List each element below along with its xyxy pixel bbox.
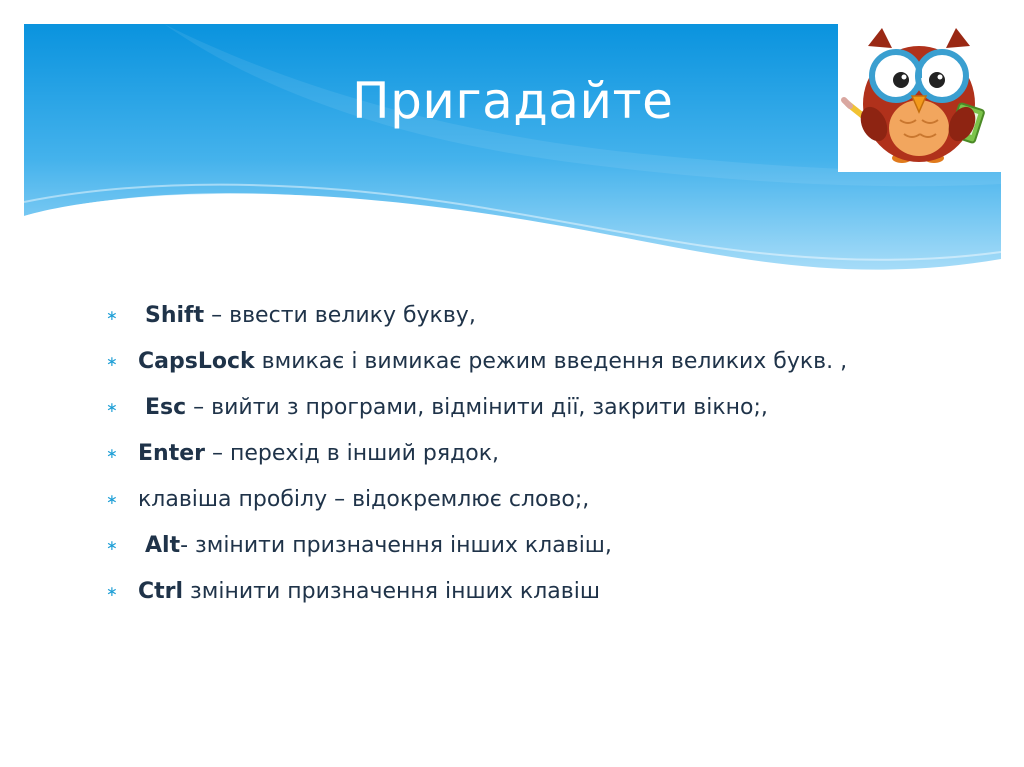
key-name: Alt [145, 533, 181, 558]
list-item [106, 438, 906, 469]
key-description: - змінити призначення інших клавіш, [180, 533, 612, 558]
key-name: Enter [138, 441, 205, 466]
bullet-marker: ∗ [106, 584, 118, 600]
owl-icon [838, 24, 1001, 172]
key-description: – перехід в інший рядок, [204, 441, 500, 466]
bullet-marker: ∗ [106, 400, 118, 416]
key-description: змінити призначення інших клавіш [183, 579, 600, 604]
list-item [106, 484, 906, 515]
key-name: Ctrl [138, 579, 184, 604]
bullet-marker: ∗ [106, 354, 118, 370]
slide-title: Пригадайте [352, 72, 674, 130]
list-item [106, 346, 906, 377]
key-name: Esc [145, 395, 187, 420]
bullet-list [106, 300, 906, 622]
key-description: вмикає і вимикає режим введення великих букв. , [254, 349, 848, 374]
bullet-marker: ∗ [106, 538, 118, 554]
bullet-marker: ∗ [106, 492, 118, 508]
list-item [106, 530, 906, 561]
bullet-marker: ∗ [106, 446, 118, 462]
bullet-marker: ∗ [106, 308, 118, 324]
key-name: CapsLock [138, 349, 255, 374]
owl-image [838, 24, 1001, 172]
key-description: – ввести велику букву, [204, 303, 476, 328]
key-description: – вийти з програми, відмінити дії, закрити вікно;, [186, 395, 768, 420]
key-description: клавіша пробілу – відокремлює слово;, [138, 487, 590, 512]
list-item [106, 392, 906, 423]
list-item [106, 300, 906, 331]
key-name: Shift [145, 303, 205, 328]
list-item [106, 576, 906, 607]
